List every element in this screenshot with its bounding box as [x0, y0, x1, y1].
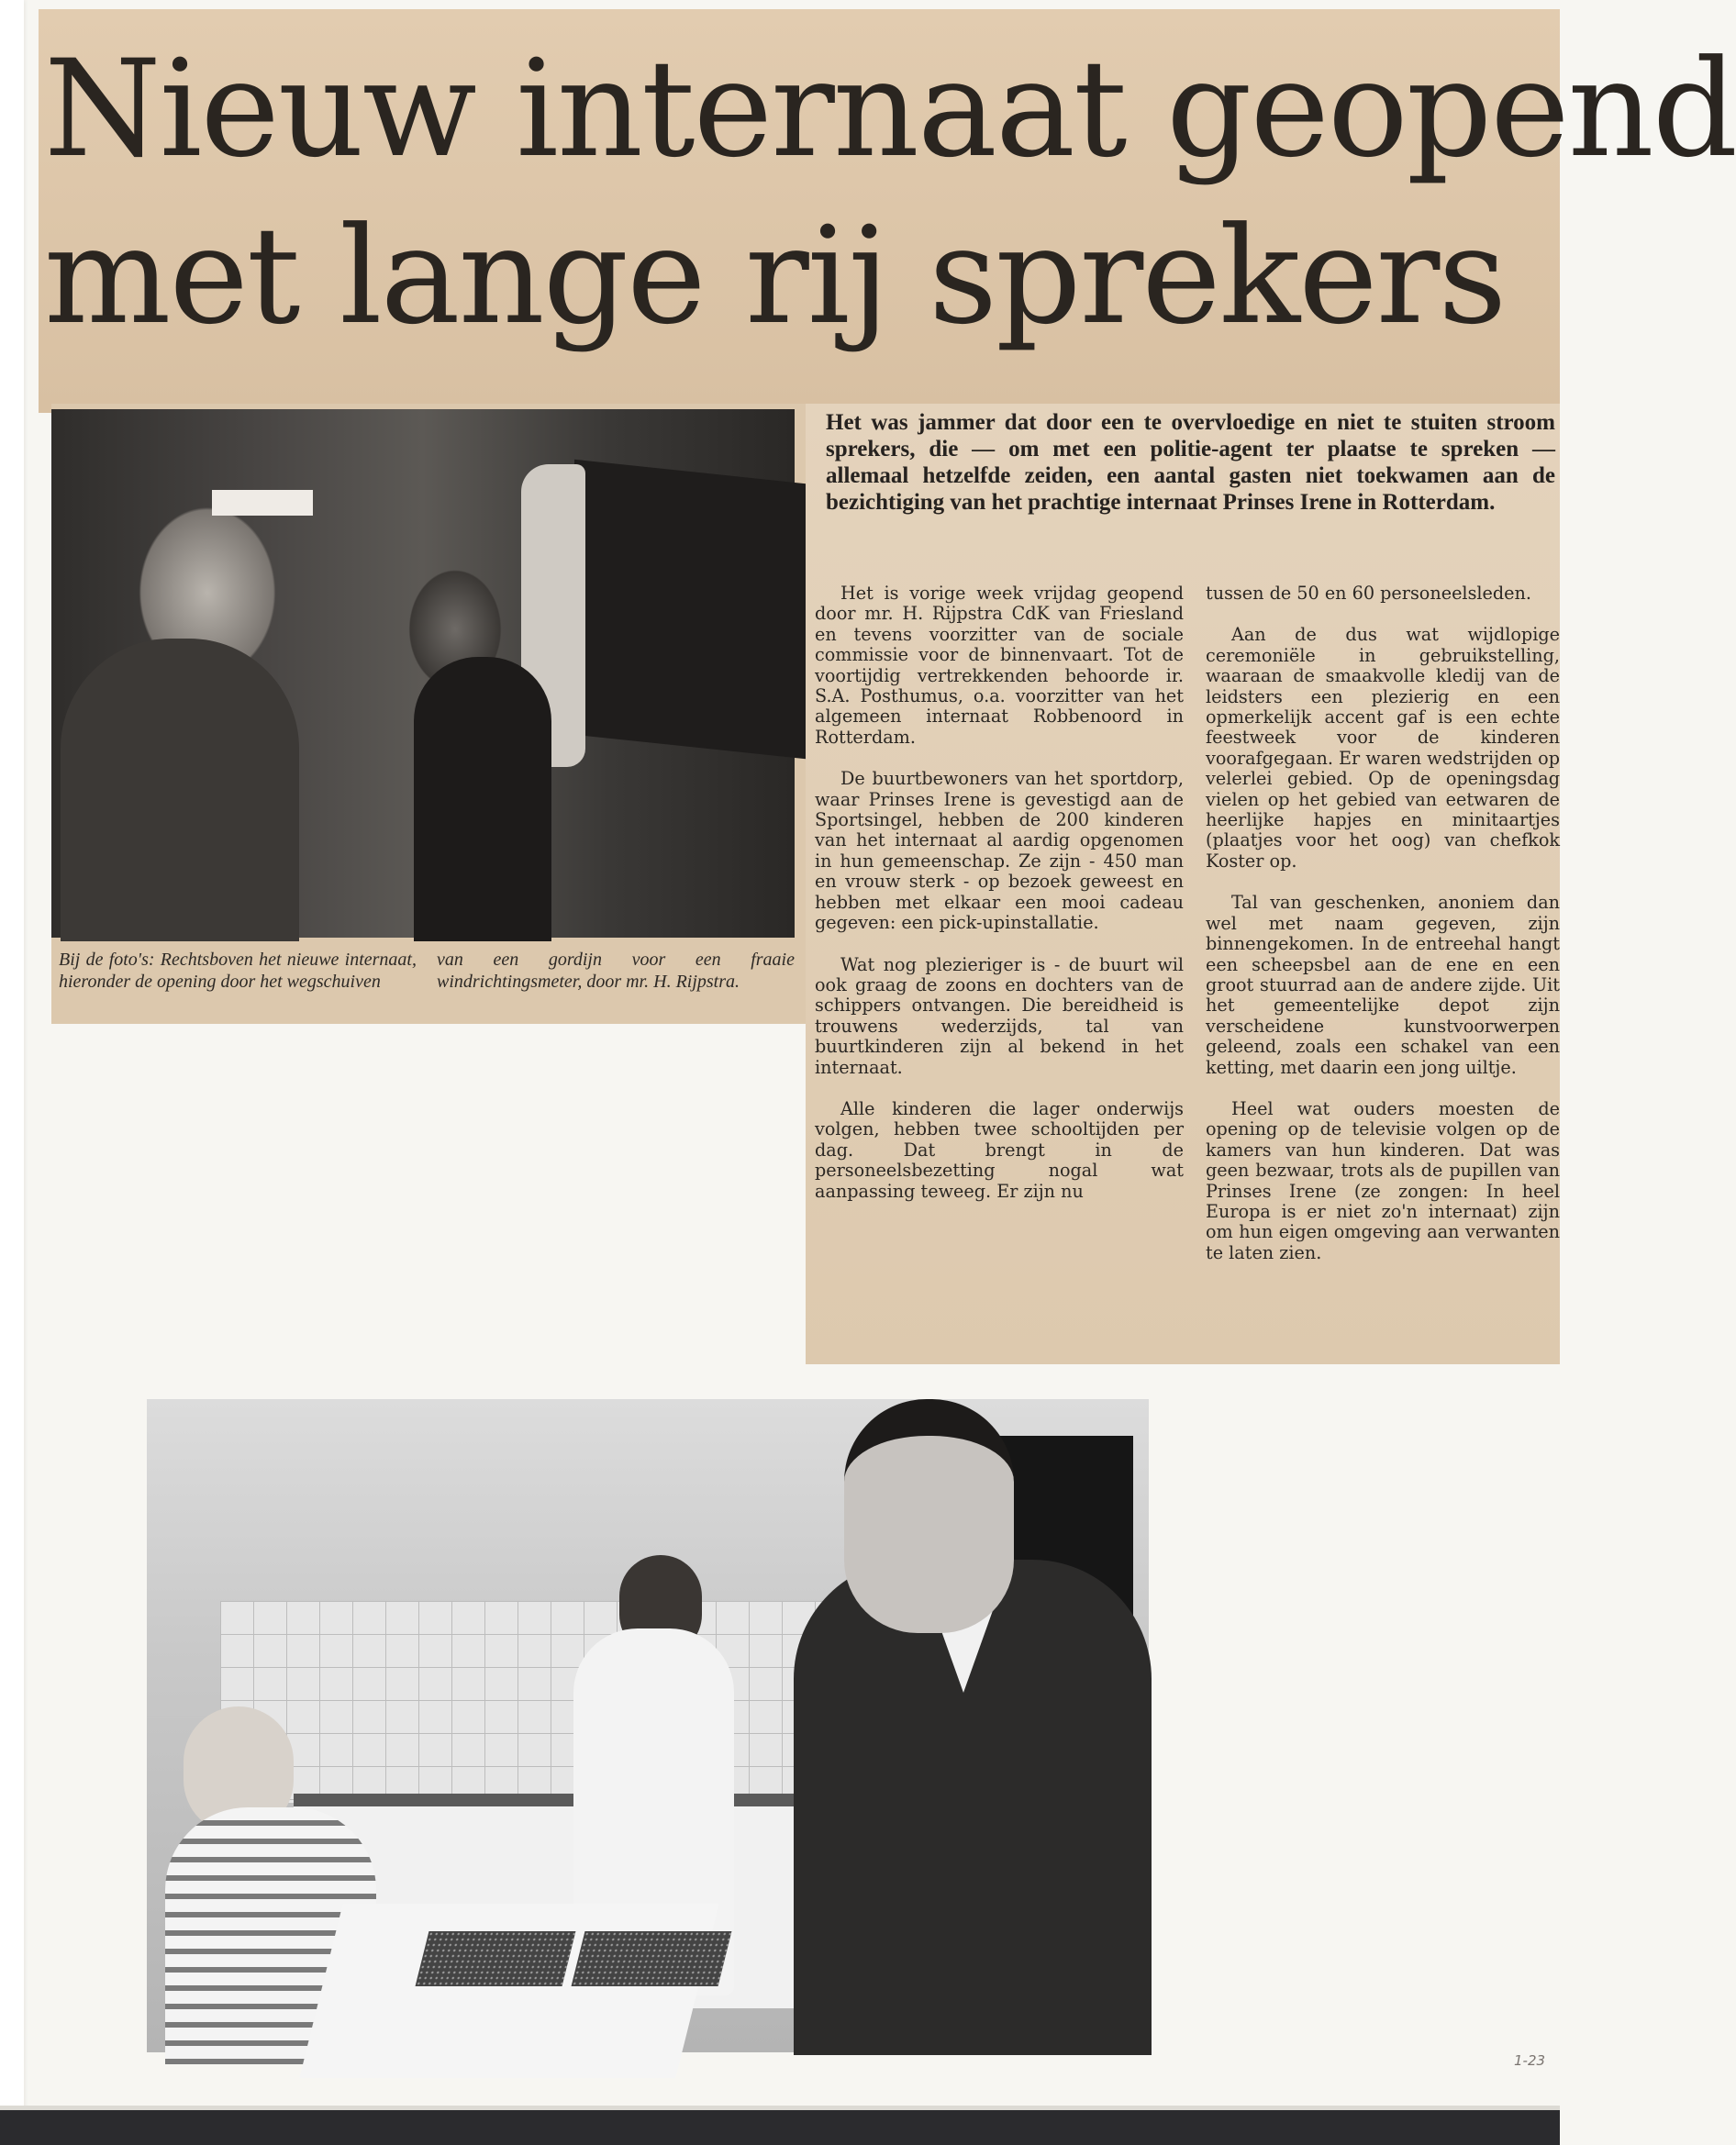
paragraph: tussen de 50 en 60 personeelsleden. [1206, 583, 1531, 604]
article-column-left [815, 583, 1184, 1223]
article-column-right [1206, 583, 1560, 1284]
paragraph: Aan de dus wat wijdlopige ceremoniële in gebruikstelling, waaraan de smaakvolle kledij van de leidsters een plezierig en een opmerkelijk accent gaf is een echte feestweek voor de kinderen voorafgegaan. Er waren wedstrijden op velerlei gebied. Op de openingsdag vielen op het gebied van eetwaren de heerlijke hapjes en minitaartjes (plaatjes voor het oog) van chefkok Koster op. [1206, 624, 1560, 872]
wind-direction-meter [574, 460, 840, 762]
figure-left [61, 639, 299, 941]
headline-line-1: Nieuw internaat geopend [44, 31, 1736, 187]
headline-line-2: met lange rij sprekers [44, 198, 1506, 354]
caption-col-2: van een gordijn voor een fraaie windrichtingsmeter, door mr. H. Rijpstra. [437, 950, 795, 992]
man-head [844, 1399, 1014, 1633]
placemat [416, 1931, 576, 1986]
page-left-edge [0, 0, 24, 2145]
caption-col-1: Bij de foto's: Rechtsboven het nieuwe internaat, hieronder de opening door het wegschuiven [59, 950, 417, 992]
paragraph: Alle kinderen die lager onderwijs volgen, hebben twee schooltijden per dag. Dat brengt in de personeelsbezetting nogal wat aanpassing teweeg. Er zijn nu [815, 1097, 1184, 1202]
placemat [572, 1931, 732, 1986]
photo-kitchen [147, 1399, 1149, 2052]
ceiling-lamp [212, 490, 313, 516]
paragraph: Heel wat ouders moesten de opening op de televisie volgen op de kamers van hun kinderen. Dat was geen bezwaar, trots als de pupillen van Prinses Irene (ze zongen: In heel Europa is er niet zo'n internaat) zijn om hun eigen omgeving aan verwanten te laten zien. [1206, 1097, 1560, 1263]
figure-right [414, 657, 551, 941]
headline [44, 26, 1736, 360]
paragraph: Wat nog plezieriger is - de buurt wil ook graag de zoons en dochters van de schippers ontvangen. Die bereidheid is trouwens wederzijds, tal van buurtkinderen zijn al bekend in het internaat. [815, 953, 1184, 1078]
page-number: 1-23 [1514, 2052, 1546, 2069]
scan-background [0, 2110, 1560, 2145]
article-lead: Het was jammer dat door een te overvloedige en niet te stuiten stroom sprekers, die — om met een politie-agent ter plaatse te spreken — allemaal hetzelfde zeiden, een aantal gasten niet toekwamen aan de bezichtiging van het prachtige internaat Prinses Irene in Rotterdam. [826, 410, 1555, 515]
paragraph: De buurtbewoners van het sportdorp, waar Prinses Irene is gevestigd aan de Sportsingel, hebben de 200 kinderen van het internaat al aardig opgenomen in hun gemeenschap. Ze zijn - 450 man en vrouw sterk - op bezoek geweest en hebben met elkaar een mooi cadeau gegeven: een pick-upinstallatie. [815, 768, 1184, 934]
table [299, 1904, 718, 2078]
paragraph: Tal van geschenken, anoniem dan wel met naam gegeven, zijn binnengekomen. In de entreehal hangt een scheepsbel aan de ene en een groot stuurrad aan de andere zijde. Uit het gemeentelijke depot zijn verscheidene kunstvoorwerpen geleend, zoals een schakel van een ketting, met daarin een jong uiltje. [1206, 892, 1560, 1078]
paragraph: Het is vorige week vrijdag geopend door mr. H. Rijpstra CdK van Friesland en tevens voorzitter van de sociale commissie voor de binnenvaart. Tot de voortijdig vertrekkenden behoorde ir. S.A. Posthumus, o.a. voorzitter van het algemeen internaat Robbenoord in Rotterdam. [815, 583, 1184, 748]
photo-unveiling [51, 409, 795, 938]
photo-caption [51, 945, 795, 1018]
